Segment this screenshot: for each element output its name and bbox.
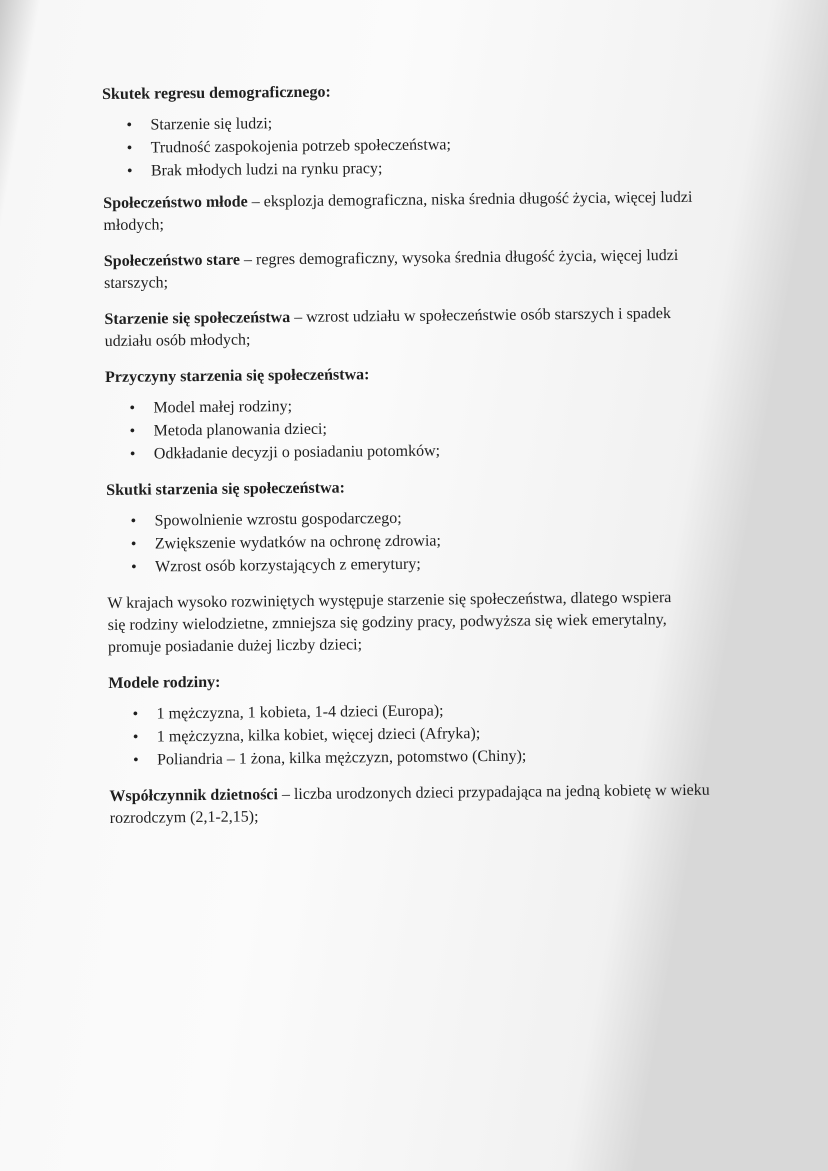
list-item: • Zwiększenie wydatków na ochronę zdrowia; [131, 526, 747, 555]
heading-modele: Modele rodziny: [108, 673, 221, 692]
list-przyczyny [105, 390, 746, 466]
list-skutek [102, 107, 743, 183]
term-starzenie: Starzenie się społeczeństwa [104, 309, 291, 328]
list-item: • Wzrost osób korzystających z emerytury; [131, 549, 747, 578]
definition-mlode [103, 187, 703, 237]
list-item: • Starzenie się ludzi; [126, 107, 742, 136]
heading-przyczyny: Przyczyny starzenia się społeczeństwa: [104, 366, 370, 386]
list-item: • Model małej rodziny; [129, 390, 745, 419]
list-skutki [106, 503, 747, 579]
term-dzietnosc: Współczynnik dzietności [109, 786, 279, 805]
definition-stare [104, 244, 729, 295]
list-item: • 1 mężczyzna, 1 kobieta, 1-4 dzieci (Europa); [132, 696, 748, 725]
list-item: • Odkładanie decyzji o posiadaniu potomków; [130, 436, 746, 465]
list-item: • 1 mężczyzna, kilka kobiet, więcej dzieci (Afryka); [133, 719, 749, 748]
definition-text: – regres demograficzny, wysoka średnia długość życia, więcej ludzi starszych; [104, 246, 679, 292]
list-item: • Brak młodych ludzi na rynku pracy; [127, 153, 743, 182]
list-item: • Trudność zaspokojenia potrzeb społeczeństwa; [127, 130, 743, 159]
document-body [102, 77, 750, 830]
definition-text: – eksplozja demograficzna, niska średnia długość życia, więcej ludzi młodych; [103, 188, 693, 234]
definition-dzietnosc [109, 779, 734, 830]
list-item: • Metoda planowania dzieci; [130, 413, 746, 442]
definition-text: – wzrost udziału w społeczeństwie osób starszych i spadek udziału osób młodych; [104, 305, 672, 350]
list-modele [108, 696, 749, 772]
heading-skutek: Skutek regresu demograficznego: [102, 83, 331, 103]
paragraph-kraje: W krajach wysoko rozwiniętych występuje starzenie się społeczeństwa, dlatego wspiera się rodziny wielodzietne, zmniejsza się godziny pracy, podwyższa się wiek emerytalny, promuje posiadanie dużej liczby dzieci; [107, 589, 672, 656]
list-item: • Spowolnienie wzrostu gospodarczego; [130, 503, 746, 532]
term-stare: Społeczeństwo stare [103, 251, 241, 270]
term-mlode: Społeczeństwo młode [103, 193, 248, 212]
list-item: • Poliandria – 1 żona, kilka mężczyzn, potomstwo (Chiny); [133, 742, 749, 771]
heading-skutki: Skutki starzenia się społeczeństwa: [106, 479, 345, 499]
definition-starzenie [104, 303, 674, 353]
definition-text: – liczba urodzonych dzieci przypadająca na jedną kobietę w wieku rozrodczym (2,1-2,15); [109, 781, 710, 827]
